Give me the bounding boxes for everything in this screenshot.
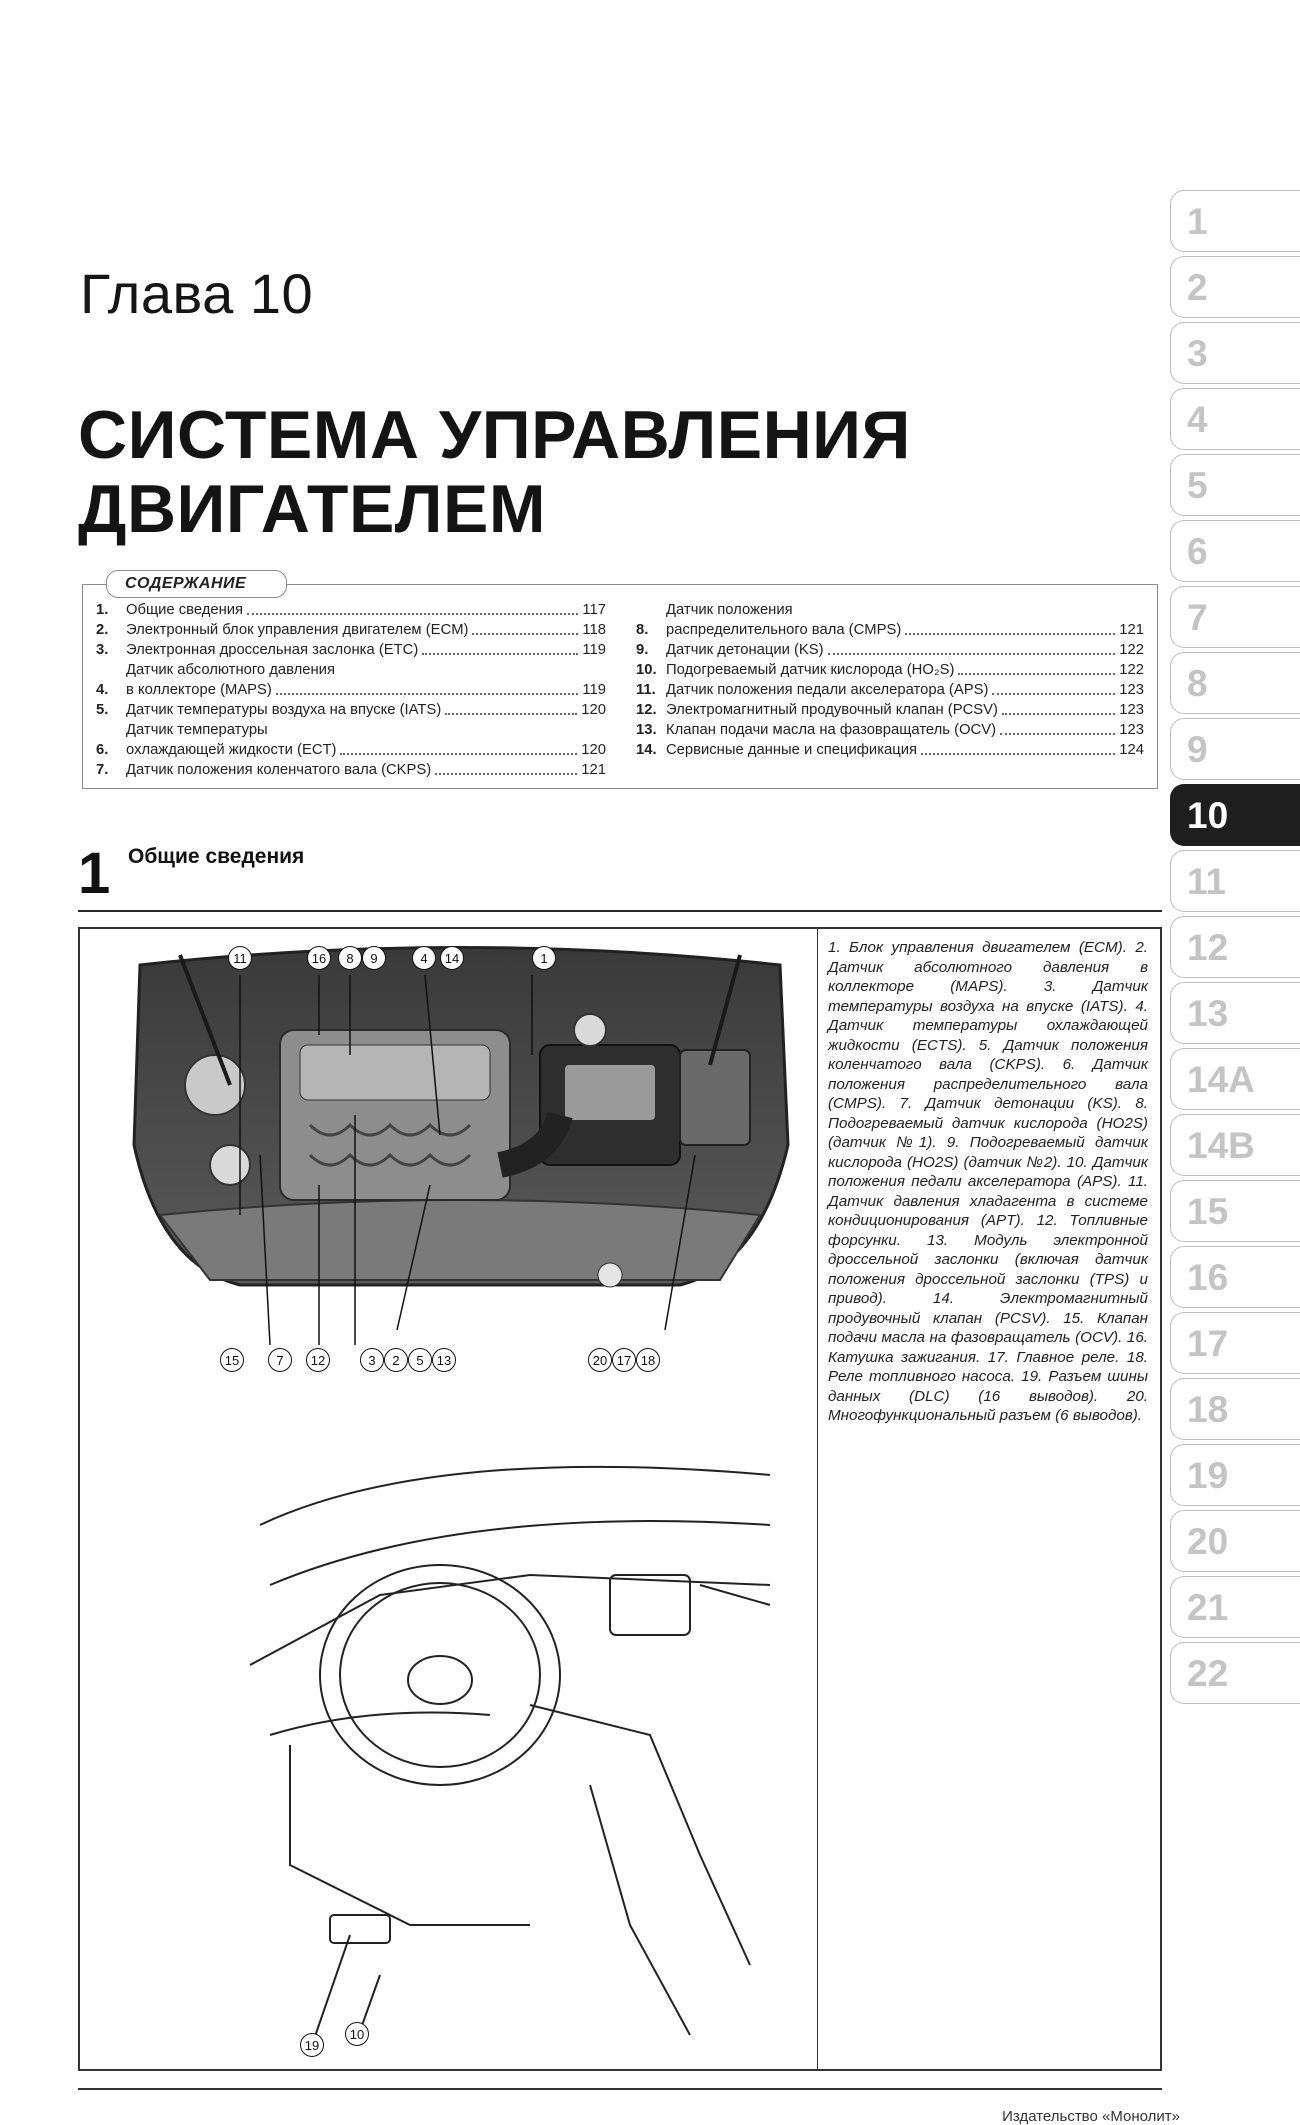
chapter-tab-15[interactable]: 15 [1170, 1180, 1300, 1242]
toc-item [96, 700, 606, 720]
interior-line-drawing [230, 1405, 790, 2050]
chapter-tab-5[interactable]: 5 [1170, 454, 1300, 516]
toc-column-left [96, 600, 606, 780]
callout-18: 18 [636, 1348, 660, 1372]
toc-item-text: Сервисные данные и спецификация [666, 742, 917, 758]
callout-4: 4 [412, 946, 436, 970]
toc-item [96, 720, 606, 760]
toc-leader-dots [247, 613, 578, 615]
callout-11: 11 [228, 946, 252, 970]
toc-leader-dots [1000, 733, 1115, 735]
callout-13: 13 [432, 1348, 456, 1372]
toc-item-number: 6. [96, 742, 109, 758]
toc-leader-dots [276, 693, 579, 695]
toc-item-number: 11. [636, 682, 656, 698]
toc-item-text: Датчик детонации (KS) [666, 642, 824, 658]
toc-item-number: 9. [636, 642, 649, 658]
toc-item-number: 2. [96, 622, 109, 638]
toc-item [636, 600, 1144, 640]
callout-20: 20 [588, 1348, 612, 1372]
callout-7: 7 [268, 1348, 292, 1372]
toc-item [636, 640, 1144, 660]
chapter-tab-11[interactable]: 11 [1170, 850, 1300, 912]
callout-3: 3 [360, 1348, 384, 1372]
toc-label: СОДЕРЖАНИЕ [106, 570, 287, 598]
toc-item-text: Электромагнитный продувочный клапан (PCSV) [666, 702, 998, 718]
toc-item-text: Датчик положения коленчатого вала (CKPS) [126, 762, 432, 778]
chapter-number: Глава 10 [80, 262, 314, 325]
toc-page-number: 120 [581, 702, 606, 718]
callout-17: 17 [612, 1348, 636, 1372]
engine-bay-photo [120, 935, 800, 1365]
toc-item-text: распределительного вала (CMPS) [666, 622, 902, 638]
toc-item-number: 13. [636, 722, 657, 738]
toc-page-number: 123 [1119, 702, 1144, 718]
figure-legend: 1. Блок управления двигателем (ECM). 2. Датчик абсолютного давления в коллекторе (MAPS). 3. Датчик температуры воздуха на впуске (IATS). 4. Датчик температуры охлаждающей жидкости (ECTS). 5. Датчик положения коленчатого вала (CKPS). 6. Датчик положения распределительного вала (CMPS). 7. Датчик детонации (KS). 8. Подогреваемый датчик кислорода (HO2S) (датчик №1). 9. Подогреваемый датчик кислорода (HO2S) (датчик №2). 10. Датчик положения педали акселератора (APS). 11. Датчик давления хладагента в системе кондиционирования (APT). 12. Топливные форсунки. 13. Модуль электронной дроссельной заслонки (включая датчик положения дроссельной заслонки (TPS) и привод). 14. Электромагнитный продувочный клапан (PCSV). 15. Клапан подачи масла на фазовращатель (OCV). 16. Катушка зажигания. 17. Главное реле. 18. Реле топливного насоса. 19. Разъем шины данных (DLC) (16 выводов). 20. Многофункциональный разъем (6 выводов). [828, 939, 1148, 1424]
toc-page-number: 121 [581, 762, 606, 778]
toc-page-number: 120 [581, 742, 606, 758]
toc-leader-dots [905, 633, 1115, 635]
toc-leader-dots [435, 773, 577, 775]
toc-item-text: Электронный блок управления двигателем (ECM) [126, 622, 469, 638]
toc-item-text: Клапан подачи масла на фазовращатель (OCV) [666, 722, 997, 738]
chapter-tab-18[interactable]: 18 [1170, 1378, 1300, 1440]
toc-item-text: Датчик положения [666, 602, 793, 618]
callout-10: 10 [345, 2022, 369, 2046]
callout-2: 2 [384, 1348, 408, 1372]
toc-column-right [636, 600, 1144, 760]
toc-page-number: 123 [1119, 682, 1144, 698]
toc-item [96, 660, 606, 700]
toc-item-number: 4. [96, 682, 109, 698]
chapter-tab-10[interactable]: 10 [1170, 784, 1300, 846]
chapter-tab-7[interactable]: 7 [1170, 586, 1300, 648]
toc-item-text: охлаждающей жидкости (ECT) [126, 742, 337, 758]
toc-leader-dots [445, 713, 577, 715]
toc-leader-dots [472, 633, 578, 635]
toc-item-text: Датчик положения педали акселератора (APS) [666, 682, 989, 698]
toc-page-number: 117 [582, 602, 606, 618]
figure-separator [817, 929, 818, 2069]
toc-page-number: 118 [582, 622, 606, 638]
callout-19: 19 [300, 2033, 324, 2057]
toc-item [636, 660, 1144, 680]
footer-rule [78, 2088, 1162, 2090]
toc-page-number: 122 [1119, 642, 1144, 658]
chapter-tab-6[interactable]: 6 [1170, 520, 1300, 582]
callout-15: 15 [220, 1348, 244, 1372]
chapter-tabs [1170, 190, 1300, 1708]
chapter-tab-14a[interactable]: 14A [1170, 1048, 1300, 1110]
chapter-tab-1[interactable]: 1 [1170, 190, 1300, 252]
toc-item-text: Подогреваемый датчик кислорода (HO₂S) [666, 662, 955, 678]
toc-page-number: 123 [1119, 722, 1144, 738]
callout-16: 16 [307, 946, 331, 970]
toc-item-number: 3. [96, 642, 109, 658]
toc-page-number: 122 [1119, 662, 1144, 678]
toc-item [96, 760, 606, 780]
toc-item-text: в коллекторе (MAPS) [126, 682, 272, 698]
chapter-title-line-1: СИСТЕМА УПРАВЛЕНИЯ [78, 397, 911, 473]
toc-item-text: Электронная дроссельная заслонка (ETC) [126, 642, 419, 658]
callout-12: 12 [306, 1348, 330, 1372]
chapter-tab-9[interactable]: 9 [1170, 718, 1300, 780]
toc-item-number: 10. [636, 662, 657, 678]
toc-item [636, 720, 1144, 740]
callout-8: 8 [338, 946, 362, 970]
section-number: 1 [78, 841, 111, 906]
section-rule [78, 910, 1162, 912]
toc-page-number: 121 [1119, 622, 1144, 638]
toc-item [96, 600, 606, 620]
chapter-tab-17[interactable]: 17 [1170, 1312, 1300, 1374]
chapter-tab-20[interactable]: 20 [1170, 1510, 1300, 1572]
toc-item-number: 1. [96, 602, 109, 618]
chapter-tab-3[interactable]: 3 [1170, 322, 1300, 384]
toc-item-text: Датчик температуры [126, 722, 268, 738]
toc-item-text: Общие сведения [126, 602, 244, 618]
toc-page-number: 119 [582, 682, 606, 698]
chapter-tab-22[interactable]: 22 [1170, 1642, 1300, 1704]
chapter-tab-21[interactable]: 21 [1170, 1576, 1300, 1638]
toc-item [636, 700, 1144, 720]
publisher: Издательство «Монолит» [1002, 2108, 1180, 2125]
toc-leader-dots [422, 653, 578, 655]
chapter-tab-13[interactable]: 13 [1170, 982, 1300, 1044]
toc-item-text: Датчик температуры воздуха на впуске (IATS) [126, 702, 442, 718]
chapter-tab-2[interactable]: 2 [1170, 256, 1300, 318]
toc-item-number: 12. [636, 702, 657, 718]
section-title: Общие сведения [128, 845, 305, 868]
chapter-title [78, 398, 978, 546]
toc-leader-dots [958, 673, 1115, 675]
chapter-tab-4[interactable]: 4 [1170, 388, 1300, 450]
toc-item [96, 620, 606, 640]
toc-item [636, 740, 1144, 760]
toc-item [96, 640, 606, 660]
callout-5: 5 [408, 1348, 432, 1372]
toc-leader-dots [921, 753, 1115, 755]
chapter-tab-16[interactable]: 16 [1170, 1246, 1300, 1308]
toc-leader-dots [340, 753, 577, 755]
toc-item-number: 8. [636, 622, 649, 638]
toc-item-text: Датчик абсолютного давления [126, 662, 335, 678]
callout-14: 14 [440, 946, 464, 970]
toc-item-number: 14. [636, 742, 657, 758]
toc-page-number: 124 [1119, 742, 1144, 758]
chapter-title-line-2: ДВИГАТЕЛЕМ [78, 471, 547, 547]
chapter-tab-14b[interactable]: 14B [1170, 1114, 1300, 1176]
toc-leader-dots [992, 693, 1115, 695]
toc-item [636, 680, 1144, 700]
toc-item-number: 7. [96, 762, 109, 778]
toc-leader-dots [1002, 713, 1115, 715]
toc-item-number: 5. [96, 702, 109, 718]
toc-leader-dots [828, 653, 1116, 655]
chapter-tab-8[interactable]: 8 [1170, 652, 1300, 714]
chapter-tab-12[interactable]: 12 [1170, 916, 1300, 978]
callout-1: 1 [532, 946, 556, 970]
toc-page-number: 119 [582, 642, 606, 658]
chapter-tab-19[interactable]: 19 [1170, 1444, 1300, 1506]
callout-9: 9 [362, 946, 386, 970]
